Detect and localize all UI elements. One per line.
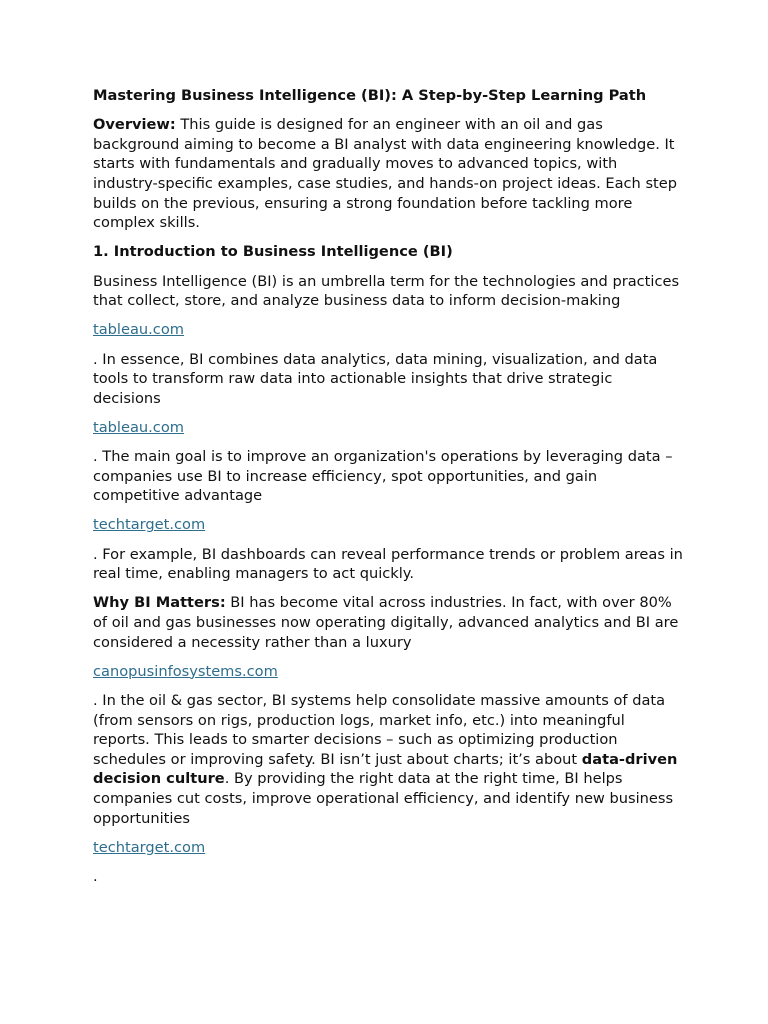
- emphasis-text: data-driven decision culture: [93, 750, 678, 788]
- why-bi-paragraph: [93, 593, 683, 652]
- paragraph-text: . By providing the right data at the right time, BI helps companies cut costs, improve operational efficiency, and identify new business opportunities: [93, 770, 674, 827]
- overview-label: Overview:: [93, 116, 176, 134]
- paragraph-text: . In the oil & gas sector, BI systems help consolidate massive amounts of data (from sensors on rigs, production logs, market info, etc.) into meaningful reports. This leads to smarter decisions – such as optimizing production schedules or improving safety. BI isn’t just about charts; it’s about: [93, 691, 666, 768]
- document-title: Mastering Business Intelligence (BI): A Step-by-Step Learning Path: [93, 87, 647, 104]
- source-link[interactable]: techtarget.com: [93, 838, 206, 856]
- why-label: Why BI Matters:: [93, 594, 226, 612]
- section-heading: 1. Introduction to Business Intelligence (BI): [93, 243, 453, 261]
- paragraph: Business Intelligence (BI) is an umbrella term for the technologies and practices that collect, store, and analyze business data to inform decision-making: [93, 272, 680, 310]
- overview-paragraph: [93, 115, 683, 233]
- source-link[interactable]: tableau.com: [93, 321, 184, 339]
- paragraph: . The main goal is to improve an organization's operations by leveraging data – companies use BI to increase efficiency, spot opportunities, and gain competitive advantage: [93, 448, 673, 505]
- why-text: BI has become vital across industries. In fact, with over 80% of oil and gas businesses now operating digitally, advanced analytics and BI are considered a necessity rather than a luxury: [93, 594, 679, 651]
- overview-text: This guide is designed for an engineer with an oil and gas background aiming to become a BI analyst with data engineering knowledge. It starts with fundamentals and gradually moves to advanced topics, with industry-specific examples, case studies, and hands-on project ideas. Each step builds on the previous, ensuring a strong foundation before tackling more complex skills.: [93, 116, 678, 232]
- paragraph: . In essence, BI combines data analytics, data mining, visualization, and data tools to transform raw data into actionable insights that drive strategic decisions: [93, 350, 658, 407]
- source-link[interactable]: techtarget.com: [93, 516, 206, 534]
- document-page: [93, 86, 683, 896]
- oil-gas-paragraph: [93, 691, 683, 828]
- source-link[interactable]: tableau.com: [93, 418, 184, 436]
- paragraph: . For example, BI dashboards can reveal performance trends or problem areas in real time, enabling managers to act quickly.: [93, 545, 683, 583]
- source-link[interactable]: canopusinfosystems.com: [93, 662, 278, 680]
- trailing-period: .: [93, 867, 98, 885]
